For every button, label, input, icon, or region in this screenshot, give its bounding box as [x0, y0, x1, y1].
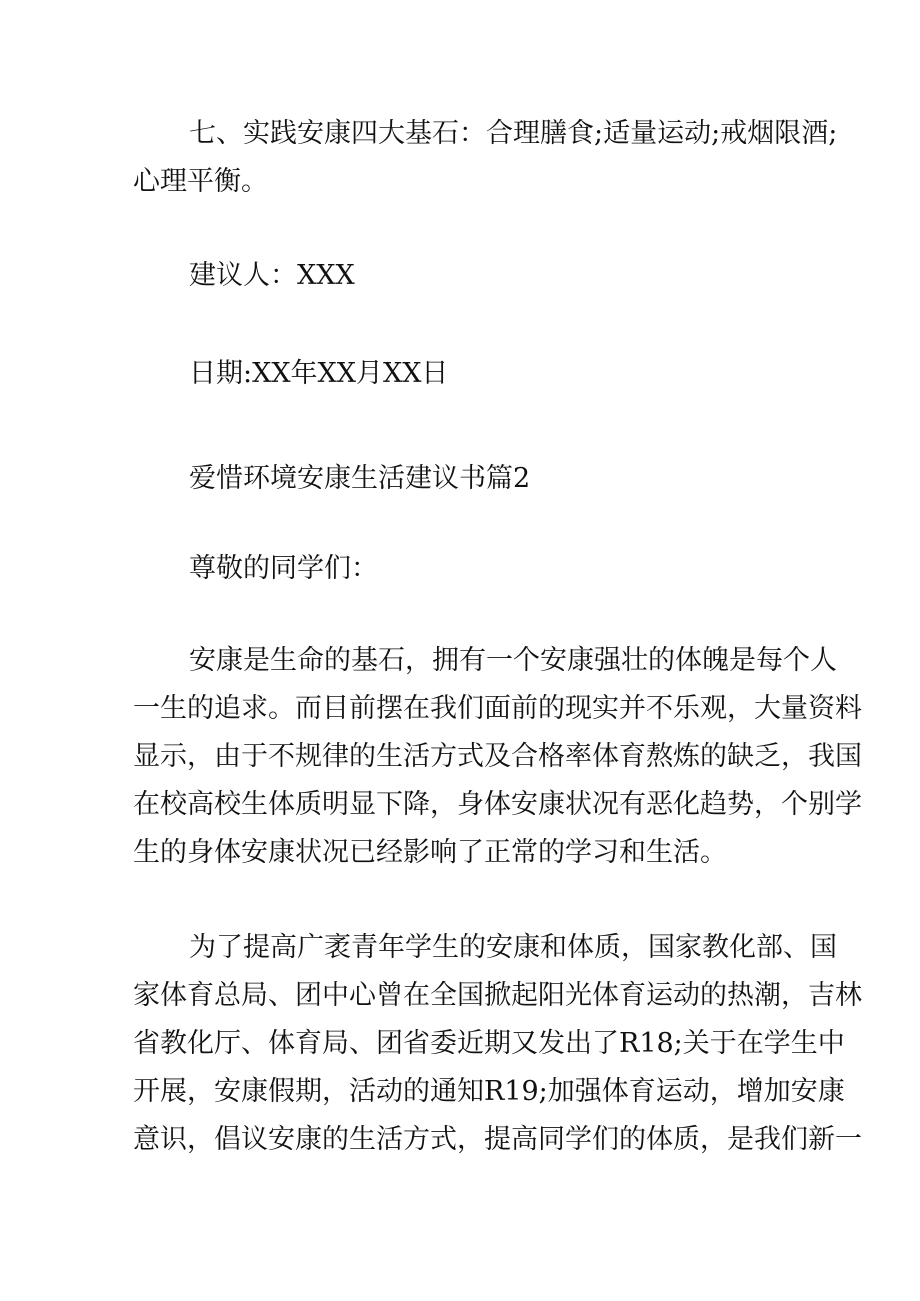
body-paragraph-1-line: 一生的追求。而目前摆在我们面前的现实并不乐观，大量资料: [133, 693, 862, 724]
body-paragraph-2-line: 为了提高广袤青年学生的安康和体质，国家教化部、国: [189, 932, 837, 963]
paragraph-seven-line-2: 心理平衡。: [133, 166, 268, 197]
body-paragraph-2: [133, 924, 862, 1164]
date-line: 日期:XX年XX月XX日: [189, 358, 449, 389]
body-paragraph-2-line: 省教化厅、体育局、团省委近期又发出了R18;关于在学生中: [133, 1028, 845, 1059]
section-title: 爱惜环境安康生活建议书篇2: [189, 463, 531, 494]
salutation: 尊敬的同学们：: [189, 553, 378, 584]
paragraph-seven-line-1: 七、实践安康四大基石：合理膳食;适量运动;戒烟限酒;: [189, 118, 838, 149]
body-paragraph-1-line: 显示，由于不规律的生活方式及合格率体育熬炼的缺乏，我国: [133, 741, 862, 772]
body-paragraph-1-line: 生的身体安康状况已经影响了正常的学习和生活。: [133, 837, 727, 868]
body-paragraph-2-line: 意识，倡议安康的生活方式，提高同学们的体质，是我们新一: [133, 1124, 862, 1155]
body-paragraph-1-line: 安康是生命的基石，拥有一个安康强壮的体魄是每个人: [189, 645, 837, 676]
body-paragraph-1-line: 在校高校生体质明显下降，身体安康状况有恶化趋势，个别学: [133, 789, 862, 820]
body-paragraph-2-line: 家体育总局、团中心曾在全国掀起阳光体育运动的热潮，吉林: [133, 980, 862, 1011]
body-paragraph-2-line: 开展，安康假期，活动的通知R19;加强体育运动，增加安康: [133, 1076, 845, 1107]
body-paragraph-1: [133, 637, 862, 877]
proposer-line: 建议人：XXX: [189, 260, 355, 291]
paragraph-seven: [133, 110, 838, 206]
